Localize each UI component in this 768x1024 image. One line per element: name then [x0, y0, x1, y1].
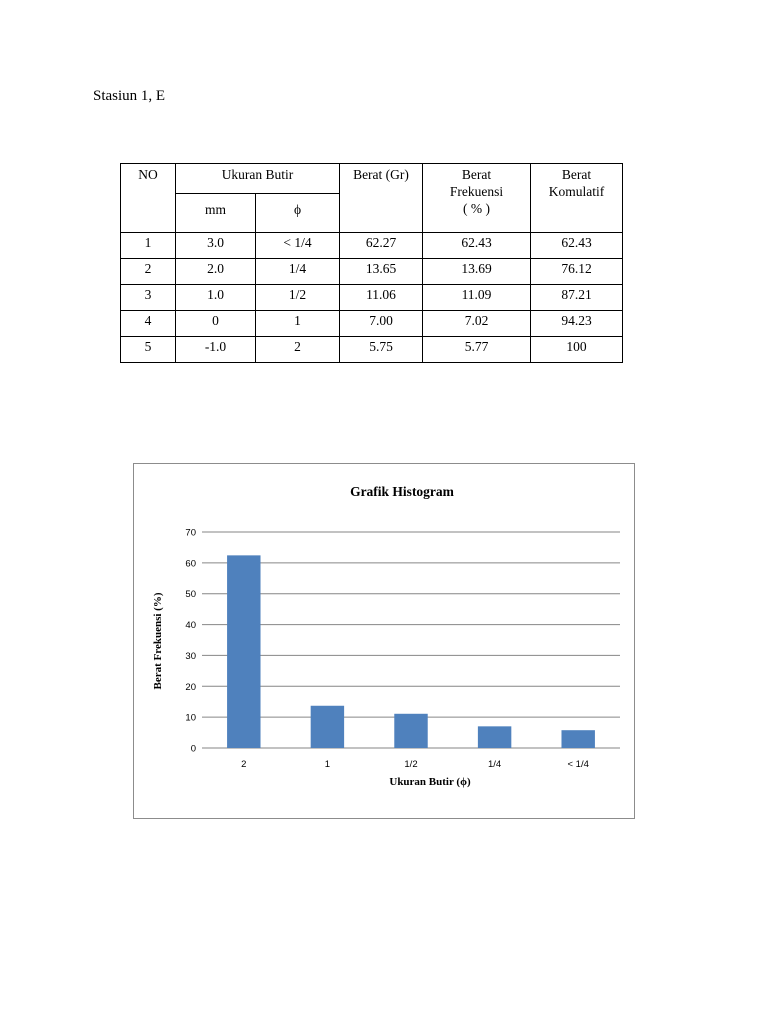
- bar: [478, 726, 511, 748]
- header-berat-frekuensi-line-3: ( % ): [463, 201, 490, 216]
- table-cell: 87.21: [531, 285, 623, 311]
- table-cell: 11.09: [423, 285, 531, 311]
- header-berat: Berat (Gr): [340, 164, 423, 233]
- table-cell: 76.12: [531, 259, 623, 285]
- table-row: [121, 259, 623, 285]
- y-tick-label: 70: [185, 527, 196, 539]
- grain-size-table: [120, 163, 623, 363]
- y-tick-label: 30: [185, 650, 196, 662]
- x-tick-label: 2: [241, 759, 247, 770]
- table-cell: 94.23: [531, 311, 623, 337]
- table-cell: 7.00: [340, 311, 423, 337]
- table-body: [121, 233, 623, 363]
- table-cell: 5.77: [423, 337, 531, 363]
- header-berat-frekuensi-line-2: Frekuensi: [449, 184, 504, 199]
- x-tick-label: < 1/4: [567, 759, 589, 770]
- table-row: [121, 233, 623, 259]
- y-axis-label: Berat Frekuensi (%): [152, 592, 164, 690]
- table-cell: 4: [121, 311, 176, 337]
- y-tick-label: 20: [185, 681, 196, 693]
- table-cell: 2: [256, 337, 340, 363]
- table-cell: 2: [121, 259, 176, 285]
- header-no: NO: [121, 164, 176, 233]
- table-cell: 2.0: [176, 259, 256, 285]
- y-tick-label: 10: [185, 712, 196, 724]
- header-phi: ϕ: [256, 194, 340, 233]
- x-tick-label: 1/2: [404, 759, 418, 770]
- y-tick-label: 50: [185, 589, 196, 601]
- bar: [561, 730, 594, 748]
- header-mm: mm: [176, 194, 256, 233]
- table-cell: 1/4: [256, 259, 340, 285]
- x-tick-label: 1: [324, 759, 331, 770]
- table-cell: 5: [121, 337, 176, 363]
- header-berat-frekuensi: [423, 164, 531, 233]
- histogram-chart: [133, 463, 635, 819]
- y-tick-label: 0: [190, 743, 196, 755]
- table-cell: -1.0: [176, 337, 256, 363]
- header-berat-frekuensi-line-1: Berat: [461, 167, 492, 182]
- header-berat-komulatif: [531, 164, 623, 233]
- table-row: [121, 285, 623, 311]
- table-cell: 1: [121, 233, 176, 259]
- histogram-svg: [134, 464, 634, 818]
- x-tick-label: 1/4: [487, 759, 502, 770]
- table-cell: 100: [531, 337, 623, 363]
- table-cell: 62.43: [531, 233, 623, 259]
- header-berat-komulatif-line-1: Berat: [561, 167, 592, 182]
- table-cell: 62.27: [340, 233, 423, 259]
- table-cell: 1: [256, 311, 340, 337]
- y-tick-label: 60: [185, 558, 196, 570]
- header-ukuran-butir: Ukuran Butir: [176, 164, 340, 194]
- bar: [227, 555, 260, 748]
- table-cell: 13.65: [340, 259, 423, 285]
- document-heading: Stasiun 1, E: [93, 88, 166, 104]
- table-cell: 0: [176, 311, 256, 337]
- table-row: [121, 337, 623, 363]
- table-cell: 11.06: [340, 285, 423, 311]
- table-row: [121, 311, 623, 337]
- table-cell: < 1/4: [256, 233, 340, 259]
- y-tick-label: 40: [185, 620, 196, 632]
- table-cell: 1/2: [256, 285, 340, 311]
- bar: [394, 714, 427, 748]
- table-cell: 13.69: [423, 259, 531, 285]
- chart-title: Grafik Histogram: [350, 484, 454, 499]
- table-cell: 3.0: [176, 233, 256, 259]
- table-cell: 1.0: [176, 285, 256, 311]
- table-cell: 7.02: [423, 311, 531, 337]
- table-cell: 3: [121, 285, 176, 311]
- table-cell: 62.43: [423, 233, 531, 259]
- x-axis-label: Ukuran Butir (ϕ): [389, 776, 471, 788]
- table-cell: 5.75: [340, 337, 423, 363]
- header-berat-komulatif-line-2: Komulatif: [548, 184, 605, 199]
- bar: [311, 706, 344, 748]
- bars: [227, 555, 595, 748]
